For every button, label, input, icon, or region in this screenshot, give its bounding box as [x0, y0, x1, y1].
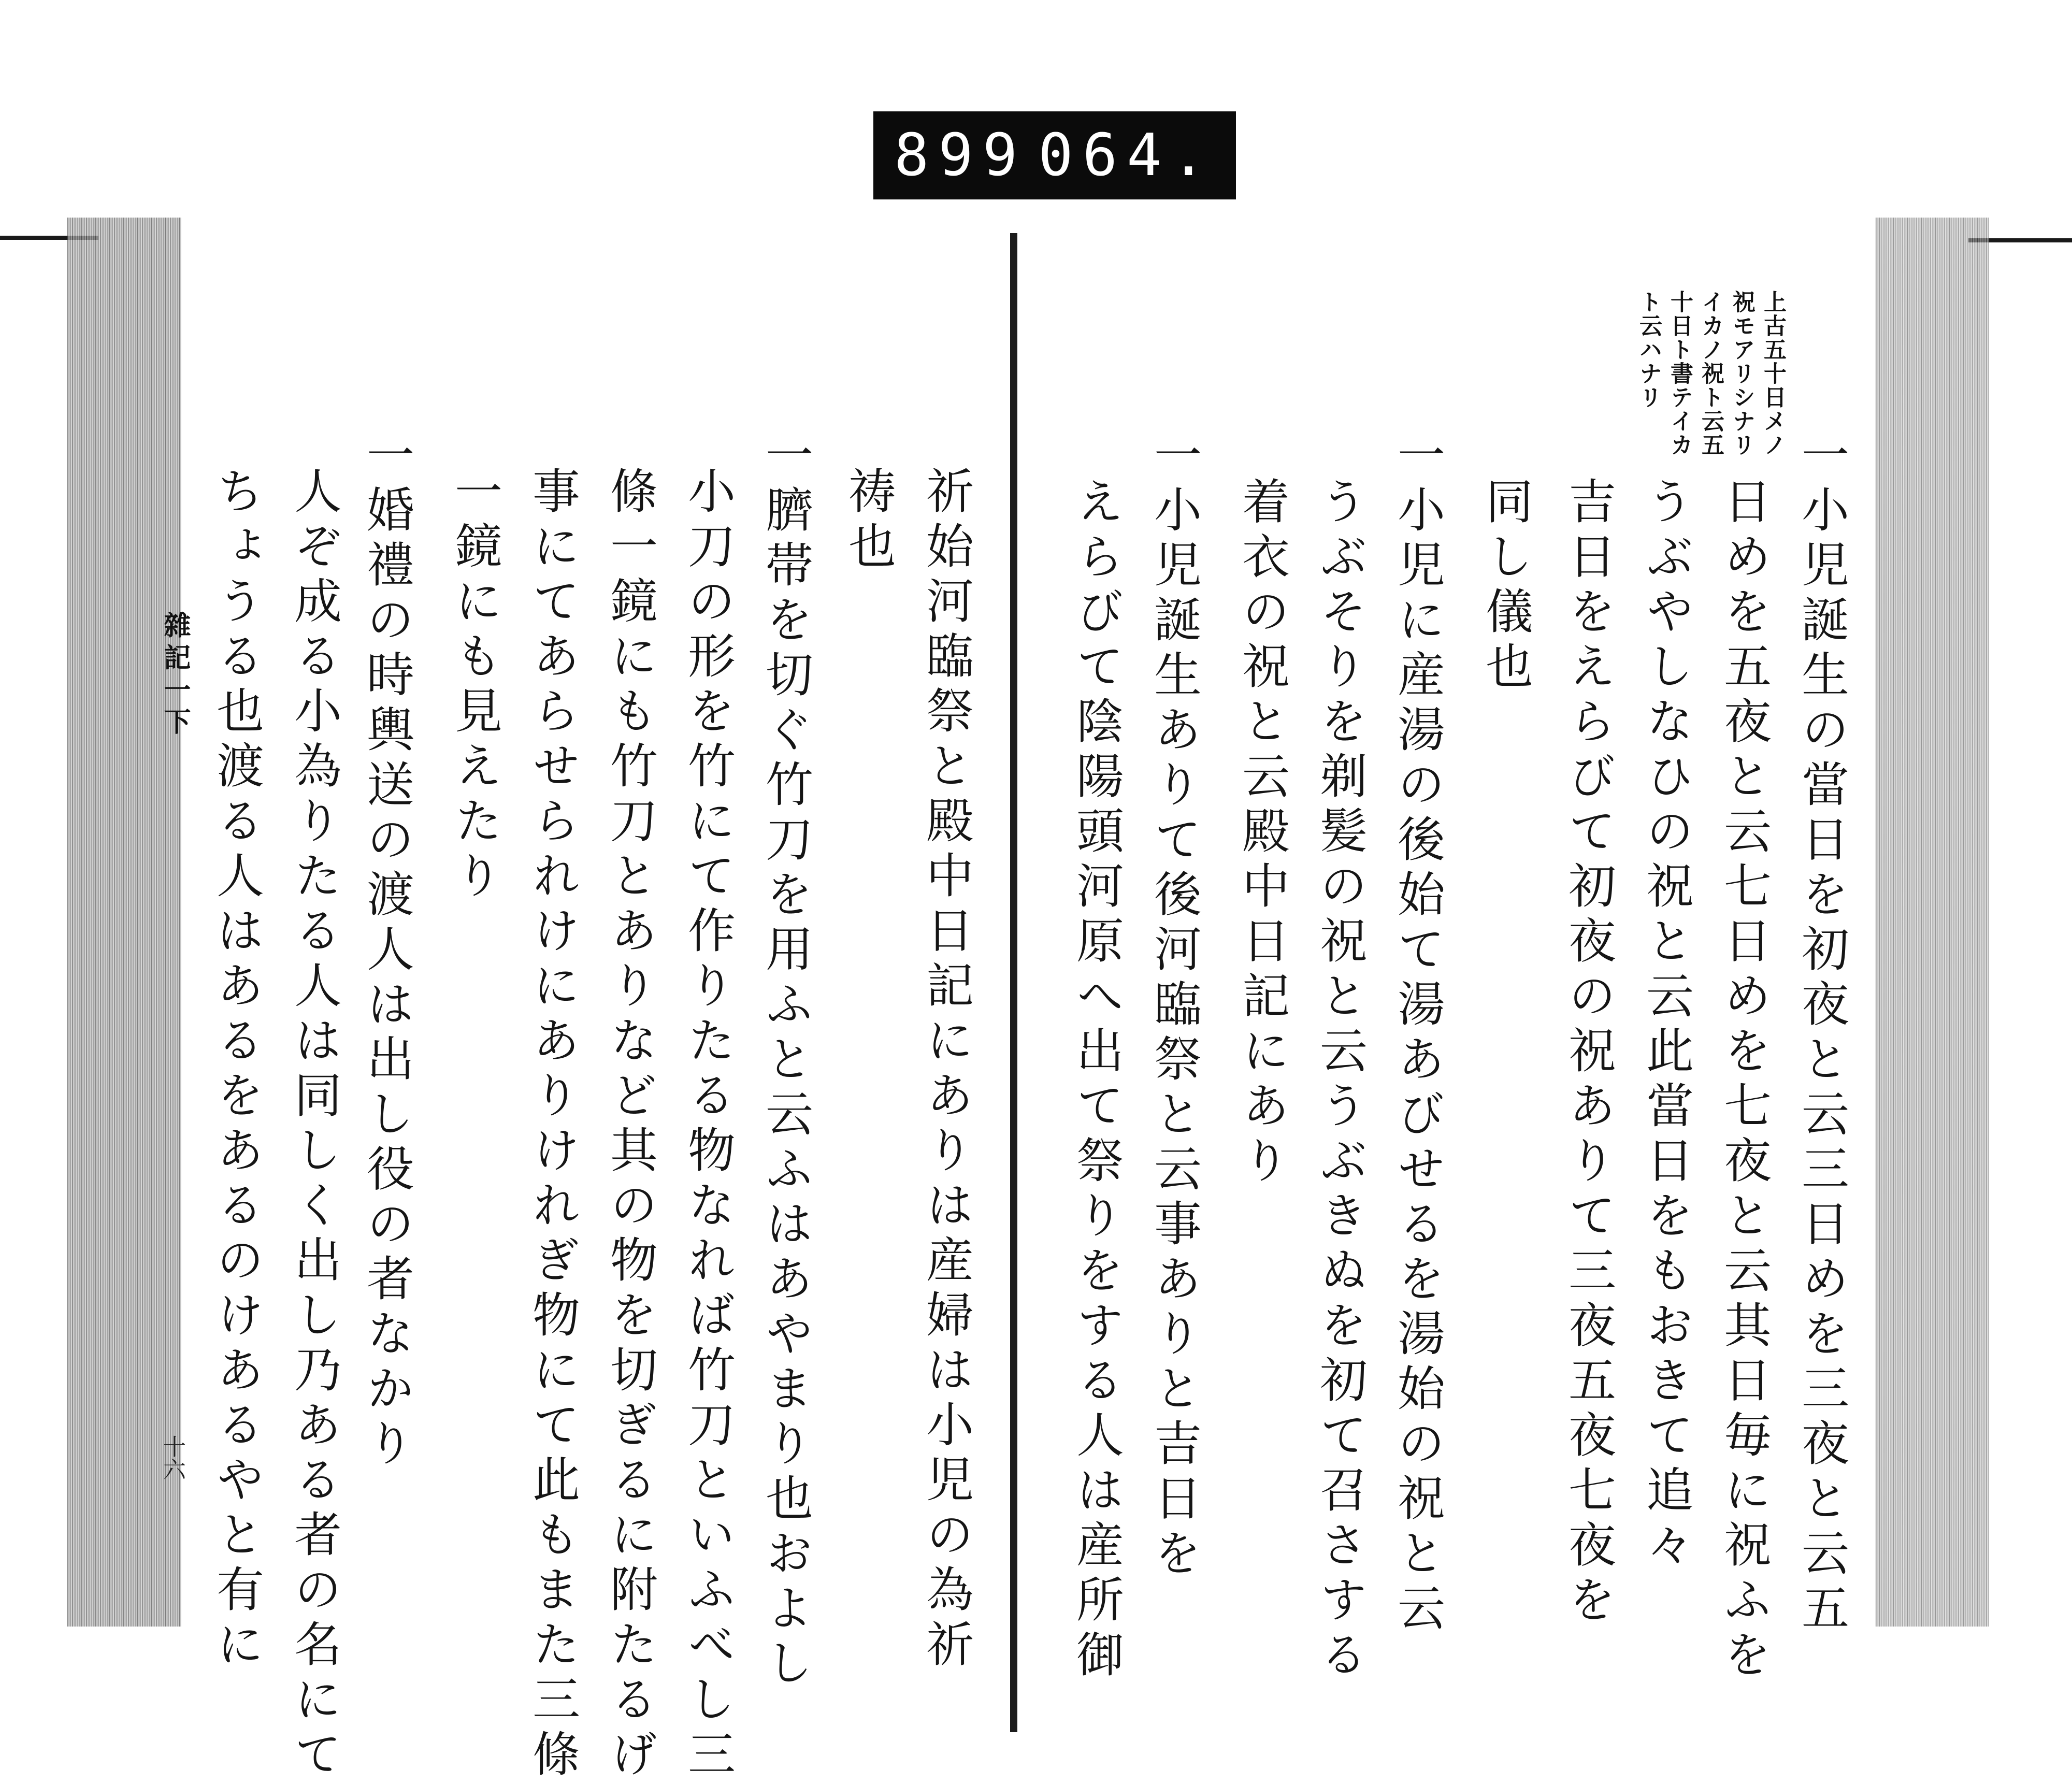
margin-note-line: ト云ハナリ: [1635, 290, 1662, 409]
book-gutter: [1010, 233, 1017, 1732]
text-column: うぶやしなひの祝と云此當日をもおきて追々: [1638, 477, 1694, 1575]
text-column: えらびて陰陽頭河原へ出て祭りをする人は産所御: [1069, 477, 1124, 1685]
text-column: 日めを五夜と云七日めを七夜と云其日毎に祝ふを: [1716, 477, 1772, 1685]
text-column: 着衣の祝と云殿中日記にあり: [1234, 477, 1290, 1190]
text-column: 吉日をえらびて初夜の祝ありて三夜五夜七夜を: [1561, 477, 1616, 1630]
text-column: 祷也: [841, 466, 896, 576]
text-column: 一小児誕生ありて後河臨祭と云事ありと吉日を: [1146, 430, 1202, 1583]
left-page-edge: [67, 218, 181, 1627]
right-page-edge: [1875, 218, 1989, 1627]
frame-number-reel: 899: [894, 122, 1027, 189]
margin-note-line: 祝モアリシナリ: [1729, 290, 1755, 457]
text-column: 一小児に産湯の後始て湯あびせるを湯始の祝と云: [1390, 430, 1445, 1638]
text-column: うぶそりを剃髪の祝と云うぶきぬを初て召さする: [1312, 477, 1368, 1685]
margin-note-line: 十日ト書テイカ: [1666, 290, 1693, 457]
frame-number-frame: 064.: [1038, 122, 1215, 189]
text-column: 祈始河臨祭と殿中日記にありは産婦は小児の為祈: [918, 466, 974, 1674]
page-number: 十六: [159, 1435, 185, 1480]
text-column: 人ぞ成る小為りたる人は同しく出し乃ある者の名にて: [286, 466, 342, 1784]
text-column: ちょうる也渡る人はあるをあるのけあるやと有に: [209, 466, 264, 1674]
text-column: 同し儀也: [1478, 477, 1533, 696]
text-column: 事にてあらせられけにありけれぎ物にて此もまた三條: [525, 466, 580, 1784]
margin-note-line: 上古五十日メノ: [1760, 290, 1786, 457]
text-column: 條一鏡にも竹刀とありなど其の物を切ぎるに附たるげ: [602, 466, 658, 1784]
text-column: 小刀の形を竹にて作りたる物なれば竹刀といふべし三: [680, 466, 736, 1784]
text-column: 一鏡にも見えたり: [447, 466, 502, 905]
margin-note-line: イカノ祝ト云五: [1697, 290, 1724, 457]
text-column: 一婚禮の時輿送の渡人は出し役の者なかり: [359, 430, 414, 1473]
text-column: 一小児誕生の當日を初夜と云三日めを三夜と云五: [1794, 430, 1849, 1638]
running-header: 雜記一下: [159, 611, 191, 740]
frame-number-label: [873, 111, 1236, 199]
text-column: 一臍帯を切ぐ竹刀を用ふと云ふはあやまり也およし: [758, 430, 813, 1693]
